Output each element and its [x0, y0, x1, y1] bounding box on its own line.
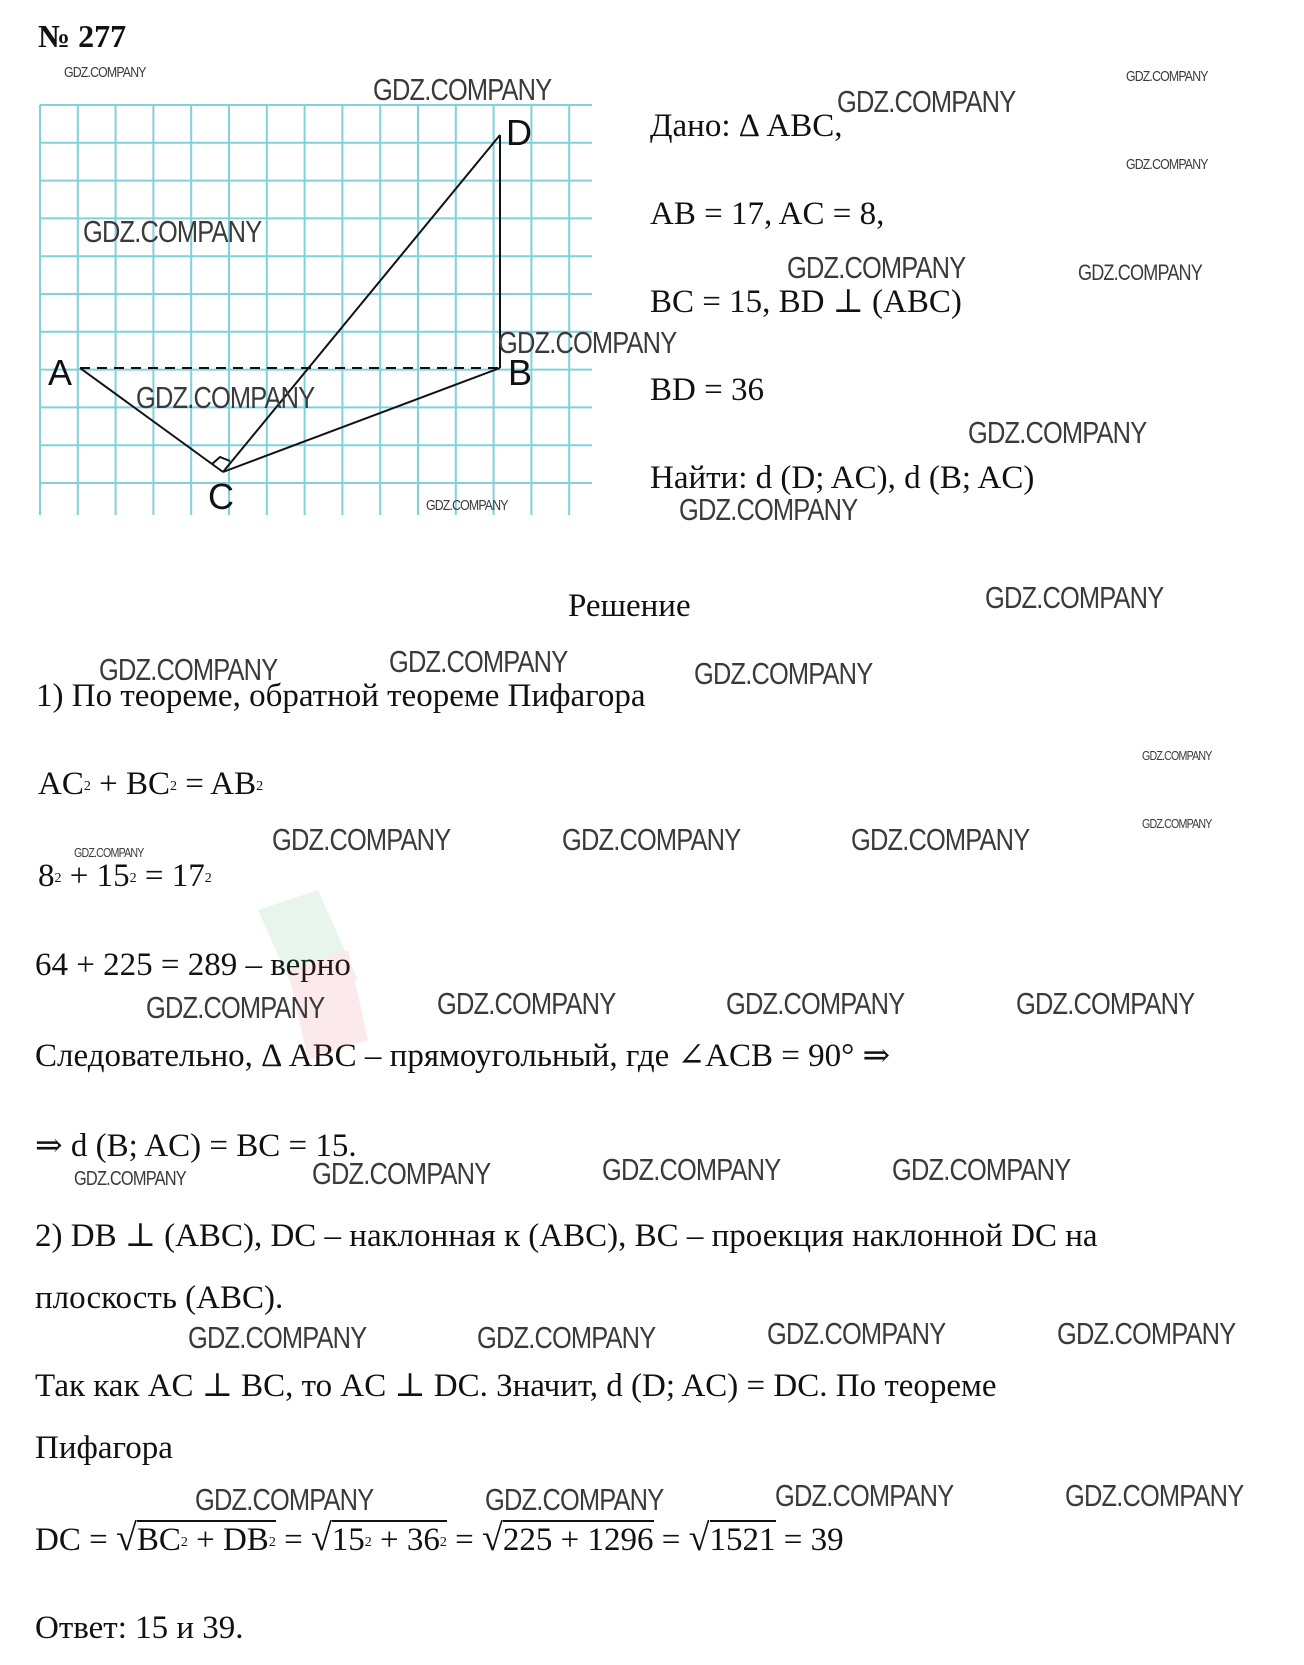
watermark: GDZ.COMPANY — [787, 250, 966, 285]
watermark: GDZ.COMPANY — [477, 1320, 656, 1355]
answer-line: Ответ: 15 и 39. — [35, 1610, 244, 1646]
watermark: GDZ.COMPANY — [373, 72, 552, 107]
watermark: GDZ.COMPANY — [726, 986, 905, 1021]
given-line-2: AB = 17, AC = 8, — [650, 196, 885, 232]
label-d: D — [506, 112, 532, 153]
watermark: GDZ.COMPANY — [1126, 156, 1208, 173]
watermark: GDZ.COMPANY — [498, 325, 677, 360]
dc-computation: DC = $√BC^2 + DB^2 = √15^2 + 36^2 = √225 + 1296 = √1521 = 39$ — [35, 1518, 844, 1563]
watermark: GDZ.COMPANY — [985, 580, 1164, 615]
watermark: GDZ.COMPANY — [74, 1168, 186, 1190]
watermark: GDZ.COMPANY — [83, 214, 262, 249]
watermark: GDZ.COMPANY — [1065, 1478, 1244, 1513]
watermark: GDZ.COMPANY — [1142, 816, 1212, 831]
verification-line: 64 + 225 = 289 – верно — [35, 947, 351, 983]
distance-b-result: ⇒ d (B; AC) = BC = 15. — [35, 1128, 357, 1164]
segment-cd — [223, 135, 500, 472]
geometry-figure — [30, 95, 598, 515]
watermark: GDZ.COMPANY — [272, 822, 451, 857]
right-angle-mark — [212, 457, 230, 464]
watermark: GDZ.COMPANY — [1126, 68, 1208, 85]
watermark: GDZ.COMPANY — [1016, 986, 1195, 1021]
step2-line-4: Пифагора — [35, 1430, 173, 1466]
stamp-logo — [248, 890, 368, 1060]
watermark: GDZ.COMPANY — [99, 652, 278, 687]
given-line-1: Дано: Δ ABC, — [650, 108, 843, 144]
watermark: GDZ.COMPANY — [767, 1316, 946, 1351]
watermark: GDZ.COMPANY — [437, 986, 616, 1021]
watermark: GDZ.COMPANY — [892, 1152, 1071, 1187]
watermark: GDZ.COMPANY — [775, 1478, 954, 1513]
watermark: GDZ.COMPANY — [136, 380, 315, 415]
step2-line-3: Так как AC ⊥ BC, то AC ⊥ DC. Значит, d (D; AC) = DC. По теореме — [35, 1368, 997, 1404]
watermark: GDZ.COMPANY — [426, 497, 508, 514]
label-c: C — [208, 476, 234, 515]
watermark: GDZ.COMPANY — [1078, 260, 1202, 285]
conclusion-line: Следовательно, Δ ABC – прямоугольный, где ∠ACB = 90° ⇒ — [35, 1038, 891, 1074]
watermark: GDZ.COMPANY — [74, 845, 144, 860]
watermark: GDZ.COMPANY — [188, 1320, 367, 1355]
label-a: A — [48, 352, 73, 393]
problem-number: № 277 — [38, 18, 127, 54]
watermark: GDZ.COMPANY — [851, 822, 1030, 857]
watermark: GDZ.COMPANY — [389, 644, 568, 679]
grid — [40, 105, 592, 515]
numeric-equation: $8^2 + 15^2 = 17^2$ — [38, 858, 212, 894]
given-line-4: BD = 36 — [650, 372, 764, 408]
watermark: GDZ.COMPANY — [195, 1482, 374, 1517]
watermark: GDZ.COMPANY — [64, 64, 146, 81]
solution-heading: Решение — [568, 588, 691, 624]
step2-line-2: плоскость (ABC). — [35, 1280, 284, 1316]
watermark: GDZ.COMPANY — [679, 492, 858, 527]
find-line: Найти: d (D; AC), d (B; AC) — [650, 460, 1035, 496]
step2-line-1: 2) DB ⊥ (ABC), DC – наклонная к (ABC), BC – проекция наклонной DC на — [35, 1218, 1098, 1254]
watermark: GDZ.COMPANY — [837, 84, 1016, 119]
watermark: GDZ.COMPANY — [968, 415, 1147, 450]
watermark: GDZ.COMPANY — [312, 1156, 491, 1191]
given-line-3: BC = 15, BD ⊥ (ABC) — [650, 284, 962, 320]
watermark: GDZ.COMPANY — [485, 1482, 664, 1517]
watermark: GDZ.COMPANY — [1142, 748, 1212, 763]
watermark: GDZ.COMPANY — [602, 1152, 781, 1187]
label-b: B — [508, 352, 533, 393]
watermark: GDZ.COMPANY — [562, 822, 741, 857]
pythagoras-equation: $AC^2 + BC^2 = AB^2$ — [38, 766, 264, 802]
watermark: GDZ.COMPANY — [146, 990, 325, 1025]
watermark: GDZ.COMPANY — [694, 656, 873, 691]
step1-intro: 1) По теореме, обратной теореме Пифагора — [36, 678, 646, 714]
watermark: GDZ.COMPANY — [1057, 1316, 1236, 1351]
